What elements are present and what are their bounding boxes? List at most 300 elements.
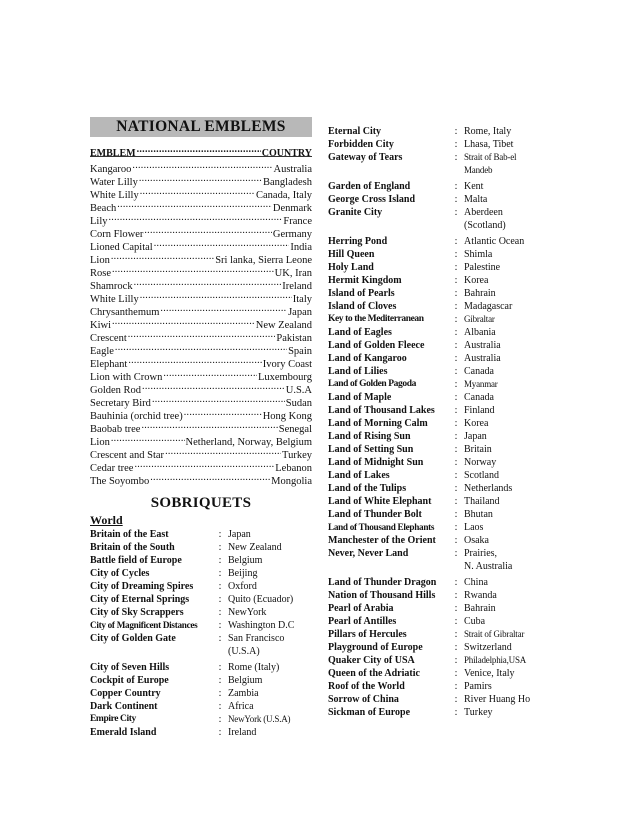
colon-separator: : — [454, 629, 458, 640]
emblem-country: France — [283, 216, 312, 227]
sobriquet-value-line1: Laos — [464, 522, 484, 533]
dot-leader — [134, 458, 274, 471]
sobriquet-name: Island of Pearls — [328, 288, 395, 299]
colon-separator: : — [454, 405, 458, 416]
sobriquet-value-line1: Albania — [464, 327, 496, 338]
emblem-row — [90, 250, 312, 266]
sobriquet-value-line1: New Zealand — [228, 542, 282, 553]
sobriquet-value-line1: Atlantic Ocean — [464, 236, 525, 247]
sobriquet-value — [228, 713, 312, 726]
colon-separator: : — [218, 568, 222, 579]
sobriquet-value — [228, 661, 312, 674]
sobriquet-value — [228, 632, 312, 658]
sobriquet-value-line1: China — [464, 577, 488, 588]
emblem-name: White Lilly — [90, 294, 139, 305]
sobriquet-name: Granite City — [328, 207, 383, 218]
emblem-country: Netherland, Norway, Belgium — [185, 437, 312, 448]
sobriquet-row — [90, 674, 312, 687]
colon-separator: : — [218, 688, 222, 699]
sobriquet-value — [464, 391, 550, 404]
emblem-row — [90, 159, 312, 175]
colon-separator: : — [454, 509, 458, 520]
sobriquet-row — [328, 547, 550, 573]
sobriquet-value — [464, 193, 550, 206]
sobriquet-row — [328, 521, 550, 534]
sobriquet-name: Dark Continent — [90, 701, 158, 712]
sobriquet-row — [328, 628, 550, 641]
sobriquet-value — [464, 300, 550, 313]
colon-separator: : — [218, 701, 222, 712]
sobriquet-value-line1: Aberdeen — [464, 207, 503, 218]
dot-leader — [109, 211, 283, 224]
emblem-country: Sudan — [285, 398, 312, 409]
sobriquet-name: City of Eternal Springs — [90, 594, 190, 605]
sobriquet-row — [90, 700, 312, 713]
sobriquet-row — [328, 180, 550, 193]
sobriquet-name: Island of Cloves — [328, 301, 397, 312]
sobriquet-value-line1: Shimla — [464, 249, 493, 260]
world-subheading: World — [90, 513, 123, 527]
emblem-country: Senegal — [278, 424, 312, 435]
sobriquet-value — [464, 430, 550, 443]
emblem-name: Chrysanthemum — [90, 307, 160, 318]
sobriquet-value — [464, 589, 550, 602]
sobriquet-value-line1: Palestine — [464, 262, 501, 273]
sobriquet-row — [90, 619, 312, 632]
sobriquet-row — [90, 661, 312, 674]
colon-separator: : — [454, 314, 458, 325]
sobriquet-row — [328, 641, 550, 654]
colon-separator: : — [454, 496, 458, 507]
colon-separator: : — [454, 288, 458, 299]
sobriquet-value — [464, 641, 550, 654]
colon-separator: : — [454, 603, 458, 614]
dot-leader — [142, 380, 285, 393]
sobriquet-value — [464, 456, 550, 469]
dot-leader — [112, 263, 274, 276]
sobriquet-value-line1: Lhasa, Tibet — [464, 139, 514, 150]
dot-leader — [140, 185, 255, 198]
sobriquet-value — [464, 547, 550, 573]
sobriquet-row — [328, 206, 550, 232]
emblem-name: Baobab tree — [90, 424, 141, 435]
colon-separator: : — [454, 327, 458, 338]
dot-leader — [128, 328, 276, 341]
sobriquet-value — [228, 700, 312, 713]
sobriquets-left-list — [90, 528, 312, 739]
sobriquet-name: Queen of the Adriatic — [328, 668, 420, 679]
sobriquet-value-line1: Rome, Italy — [464, 126, 512, 137]
sobriquet-value-line1: Rwanda — [464, 590, 497, 601]
sobriquet-value-line1: River Huang Ho — [464, 694, 531, 705]
dot-leader — [154, 237, 290, 250]
colon-separator: : — [454, 366, 458, 377]
sobriquet-name: Land of Thunder Dragon — [328, 577, 437, 588]
colon-separator: : — [454, 431, 458, 442]
sobriquet-name: City of Cycles — [90, 568, 150, 579]
colon-separator: : — [454, 181, 458, 192]
sobriquet-row — [90, 687, 312, 700]
sobriquet-row — [328, 615, 550, 628]
emblem-name: Corn Flower — [90, 229, 144, 240]
colon-separator: : — [454, 483, 458, 494]
sobriquet-name: Cockpit of Europe — [90, 675, 169, 686]
sobriquet-value — [464, 151, 550, 177]
colon-separator: : — [454, 681, 458, 692]
colon-separator: : — [454, 590, 458, 601]
colon-separator: : — [454, 694, 458, 705]
sobriquet-value — [464, 287, 550, 300]
colon-separator: : — [454, 139, 458, 150]
sobriquet-value-line1: Beijing — [228, 568, 258, 579]
dot-leader — [141, 419, 277, 432]
emblem-name: Lion — [90, 255, 110, 266]
colon-separator: : — [454, 301, 458, 312]
sobriquet-value-line2: (Scotland) — [464, 220, 506, 231]
sobriquet-name: Playground of Europe — [328, 642, 423, 653]
sobriquet-value-line1: Bahrain — [464, 603, 496, 614]
sobriquet-row — [90, 528, 312, 541]
emblem-country: Luxembourg — [257, 372, 312, 383]
sobriquet-value — [464, 693, 550, 706]
sobriquet-value — [464, 680, 550, 693]
sobriquet-row — [328, 235, 550, 248]
sobriquet-value — [464, 125, 550, 138]
sobriquet-value — [464, 339, 550, 352]
emblem-name: White Lilly — [90, 190, 139, 201]
sobriquet-value-line1: Pamirs — [464, 681, 492, 692]
sobriquet-value-line1: Korea — [464, 418, 489, 429]
emblem-country: Mongolia — [271, 476, 312, 487]
sobriquet-name: Pearl of Arabia — [328, 603, 394, 614]
sobriquet-value-line1: Myanmar — [464, 379, 498, 389]
sobriquet-value — [464, 628, 550, 641]
sobriquet-row — [90, 713, 312, 726]
sobriquet-value — [464, 482, 550, 495]
sobriquet-row — [328, 326, 550, 339]
sobriquet-value-line1: Africa — [228, 701, 254, 712]
sobriquet-value-line1: San Francisco — [228, 633, 285, 644]
colon-separator: : — [454, 668, 458, 679]
sobriquet-value-line2: N. Australia — [464, 561, 513, 572]
sobriquet-value — [464, 534, 550, 547]
colon-separator: : — [454, 207, 458, 218]
sobriquet-value-line1: Prairies, — [464, 548, 498, 559]
sobriquet-name: Land of Kangaroo — [328, 353, 407, 364]
sobriquet-value — [464, 352, 550, 365]
sobriquet-value-line1: Bahrain — [464, 288, 496, 299]
sobriquet-value-line1: Cuba — [464, 616, 486, 627]
colon-separator: : — [454, 707, 458, 718]
dot-leader — [150, 471, 270, 484]
sobriquet-value — [464, 378, 550, 391]
sobriquet-value — [228, 687, 312, 700]
sobriquet-name: Holy Land — [328, 262, 374, 273]
emblem-name: Cedar tree — [90, 463, 134, 474]
sobriquet-value — [464, 313, 550, 326]
sobriquet-value-line1: Australia — [464, 353, 501, 364]
sobriquet-value-line1: Rome (Italy) — [228, 662, 280, 673]
country-column-header: COUNTRY — [261, 148, 312, 159]
sobriquet-name: City of Golden Gate — [90, 633, 176, 644]
sobriquet-value — [464, 667, 550, 680]
sobriquet-name: Gateway of Tears — [328, 152, 403, 163]
sobriquet-value — [464, 326, 550, 339]
sobriquet-value-line1: Bhutan — [464, 509, 493, 520]
colon-separator: : — [454, 262, 458, 273]
emblem-country: Turkey — [282, 450, 312, 461]
sobriquet-value — [228, 593, 312, 606]
sobriquet-value — [464, 495, 550, 508]
sobriquet-value — [228, 606, 312, 619]
dot-leader — [137, 143, 261, 156]
sobriquet-name: Quaker City of USA — [328, 655, 415, 666]
sobriquet-name: Forbidden City — [328, 139, 394, 150]
colon-separator: : — [218, 727, 222, 738]
sobriquet-value — [464, 180, 550, 193]
emblem-country: Sri lanka, Sierra Leone — [215, 255, 312, 266]
sobriquet-row — [328, 125, 550, 138]
dot-leader — [111, 432, 185, 445]
sobriquet-value-line1: Strait of Bab-el — [464, 152, 517, 162]
sobriquet-row — [90, 726, 312, 739]
colon-separator: : — [218, 529, 222, 540]
sobriquet-row — [328, 508, 550, 521]
sobriquet-value — [464, 615, 550, 628]
emblem-name: Golden Rod — [90, 385, 142, 396]
dot-leader — [139, 172, 262, 185]
sobriquet-name: Pearl of Antilles — [328, 616, 397, 627]
sobriquet-row — [90, 632, 312, 658]
sobriquet-name: Land of Eagles — [328, 327, 392, 338]
sobriquet-name: Empire City — [90, 714, 136, 724]
colon-separator: : — [454, 616, 458, 627]
dot-leader — [111, 250, 214, 263]
colon-separator: : — [454, 152, 458, 163]
colon-separator: : — [454, 642, 458, 653]
colon-separator: : — [454, 379, 458, 390]
emblem-country: Spain — [288, 346, 312, 357]
sobriquet-row — [328, 654, 550, 667]
sobriquet-row — [328, 300, 550, 313]
sobriquet-name: George Cross Island — [328, 194, 416, 205]
sobriquet-value-line1: Philadelphia,USA — [464, 655, 527, 665]
sobriquet-value-line1: Finland — [464, 405, 495, 416]
sobriquet-row — [90, 580, 312, 593]
sobriquet-row — [328, 576, 550, 589]
sobriquet-name: Land of Thousand Lakes — [328, 405, 435, 416]
sobriquet-value — [464, 521, 550, 534]
sobriquet-name: Manchester of the Orient — [328, 535, 436, 546]
sobriquet-name: Land of Morning Calm — [328, 418, 428, 429]
sobriquet-row — [328, 151, 550, 177]
sobriquet-row — [328, 534, 550, 547]
emblem-row — [90, 224, 312, 240]
sobriquet-value-line1: NewYork (U.S.A) — [228, 714, 291, 724]
sobriquet-name: Land of Setting Sun — [328, 444, 414, 455]
dot-leader — [112, 315, 255, 328]
sobriquet-value-line1: Osaka — [464, 535, 489, 546]
dot-leader — [132, 159, 272, 172]
dot-leader — [165, 445, 281, 458]
sobriquet-row — [90, 606, 312, 619]
sobriquet-value — [464, 206, 550, 232]
colon-separator: : — [218, 542, 222, 553]
sobriquet-value-line1: Washington D.C — [228, 620, 295, 631]
emblem-country: Ireland — [282, 281, 312, 292]
sobriquet-name: Land of Rising Sun — [328, 431, 411, 442]
dot-leader — [128, 354, 261, 367]
emblem-name: Secretary Bird — [90, 398, 151, 409]
sobriquet-value — [228, 726, 312, 739]
sobriquet-row — [328, 482, 550, 495]
emblem-name: Beach — [90, 203, 117, 214]
colon-separator: : — [454, 535, 458, 546]
sobriquet-value-line1: Netherlands — [464, 483, 513, 494]
emblem-row — [90, 341, 312, 357]
sobriquet-row — [328, 261, 550, 274]
emblem-name: Crescent — [90, 333, 127, 344]
sobriquet-row — [328, 404, 550, 417]
sobriquet-name: Roof of the World — [328, 681, 405, 692]
colon-separator: : — [454, 194, 458, 205]
sobriquet-value-line1: Canada — [464, 366, 494, 377]
sobriquet-value-line1: Ireland — [228, 727, 257, 738]
sobriquet-value — [464, 602, 550, 615]
sobriquet-name: Sorrow of China — [328, 694, 399, 705]
colon-separator: : — [454, 126, 458, 137]
national-emblems-title: NATIONAL EMBLEMS — [90, 117, 312, 137]
sobriquet-value-line1: Oxford — [228, 581, 257, 592]
sobriquet-row — [328, 248, 550, 261]
colon-separator: : — [454, 340, 458, 351]
sobriquet-name: Eternal City — [328, 126, 382, 137]
emblem-name: Elephant — [90, 359, 128, 370]
sobriquet-name: Never, Never Land — [328, 548, 409, 559]
dot-leader — [144, 224, 272, 237]
sobriquet-name: Britain of the South — [90, 542, 175, 553]
sobriquet-row — [328, 589, 550, 602]
emblem-name: The Soyombo — [90, 476, 150, 487]
sobriquet-name: Land of Thousand Elephants — [328, 522, 435, 532]
colon-separator: : — [454, 392, 458, 403]
emblem-country: Italy — [292, 294, 312, 305]
colon-separator: : — [454, 470, 458, 481]
emblem-country: Ivory Coast — [262, 359, 312, 370]
sobriquet-name: Key to the Mediterranean — [328, 314, 424, 324]
emblem-country: Japan — [288, 307, 312, 318]
emblem-country: Denmark — [272, 203, 312, 214]
sobriquet-name: City of Seven Hills — [90, 662, 170, 673]
emblem-name: Water Lilly — [90, 177, 138, 188]
sobriquet-value-line1: Scotland — [464, 470, 499, 481]
sobriquet-row — [90, 554, 312, 567]
emblem-row — [90, 445, 312, 461]
sobriquet-value — [464, 654, 550, 667]
sobriquet-value — [228, 674, 312, 687]
sobriquet-value-line1: Japan — [228, 529, 251, 540]
colon-separator: : — [454, 418, 458, 429]
left-column — [90, 117, 312, 739]
sobriquet-name: Land of Golden Fleece — [328, 340, 425, 351]
emblem-country: Hong Kong — [262, 411, 312, 422]
emblem-row — [90, 276, 312, 292]
sobriquet-value-line1: Zambia — [228, 688, 259, 699]
sobriquet-value-line1: Switzerland — [464, 642, 512, 653]
emblem-country: Bangladesh — [263, 177, 312, 188]
sobriquet-value — [464, 706, 550, 719]
emblem-country: UK, Iran — [274, 268, 312, 279]
emblem-name: Kangaroo — [90, 164, 132, 175]
colon-separator: : — [218, 594, 222, 605]
sobriquet-row — [328, 339, 550, 352]
colon-separator: : — [218, 675, 222, 686]
sobriquet-value — [464, 508, 550, 521]
sobriquet-value — [228, 580, 312, 593]
sobriquet-row — [328, 693, 550, 706]
sobriquet-value — [464, 248, 550, 261]
colon-separator: : — [454, 353, 458, 364]
sobriquet-row — [328, 680, 550, 693]
emblem-name: Lily — [90, 216, 108, 227]
sobriquet-value — [228, 567, 312, 580]
sobriquet-value-line1: Malta — [464, 194, 488, 205]
sobriquet-row — [328, 274, 550, 287]
emblem-country: Germany — [272, 229, 312, 240]
emblem-name: Crescent and Star — [90, 450, 165, 461]
dot-leader — [160, 302, 287, 315]
emblem-country: Pakistan — [276, 333, 312, 344]
sobriquet-value-line1: Gibraltar — [464, 314, 495, 324]
colon-separator: : — [454, 548, 458, 559]
sobriquet-row — [328, 602, 550, 615]
sobriquet-value — [464, 576, 550, 589]
sobriquet-row — [328, 138, 550, 151]
colon-separator: : — [454, 444, 458, 455]
dot-leader — [115, 341, 287, 354]
colon-separator: : — [454, 655, 458, 666]
emblem-country: New Zealand — [255, 320, 312, 331]
dot-leader — [184, 406, 262, 419]
dot-leader — [117, 198, 272, 211]
sobriquet-value — [228, 554, 312, 567]
sobriquet-name: City of Magnificent Distances — [90, 620, 198, 630]
sobriquet-value-line1: Belgium — [228, 555, 263, 566]
sobriquet-value-line1: Norway — [464, 457, 497, 468]
sobriquet-row — [328, 352, 550, 365]
sobriquet-name: Land of Midnight Sun — [328, 457, 424, 468]
sobriquet-row — [328, 193, 550, 206]
sobriquet-row — [328, 365, 550, 378]
dot-leader — [163, 367, 257, 380]
sobriquet-value-line1: Japan — [464, 431, 487, 442]
sobriquet-row — [328, 430, 550, 443]
colon-separator: : — [454, 236, 458, 247]
emblem-country: India — [290, 242, 312, 253]
sobriquet-name: City of Dreaming Spires — [90, 581, 194, 592]
sobriquet-row — [328, 469, 550, 482]
emblem-row — [90, 354, 312, 370]
sobriquet-value-line1: Venice, Italy — [464, 668, 515, 679]
sobriquet-row — [328, 287, 550, 300]
right-column — [328, 125, 550, 719]
sobriquet-row — [328, 456, 550, 469]
sobriquet-row — [328, 495, 550, 508]
sobriquet-row — [90, 593, 312, 606]
sobriquet-name: Garden of England — [328, 181, 411, 192]
sobriquet-value-line1: Korea — [464, 275, 489, 286]
sobriquet-row — [90, 541, 312, 554]
